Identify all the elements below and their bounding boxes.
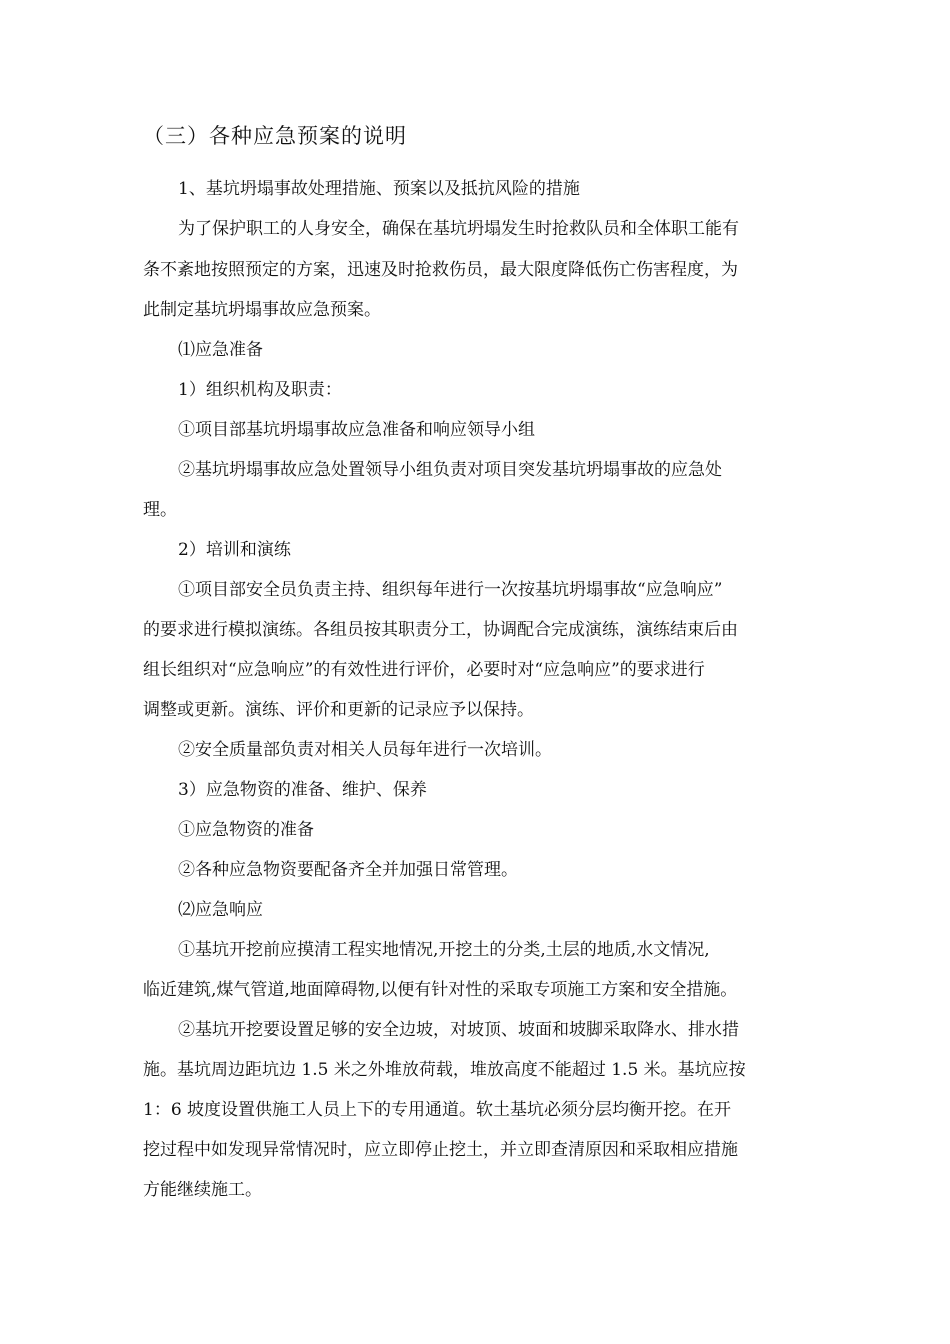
list-heading: ⑵应急响应 (178, 900, 263, 920)
list-item: ②基坑坍塌事故应急处置领导小组负责对项目突发基坑坍塌事故的应急处 (178, 460, 722, 480)
paragraph-line: 组长组织对“应急响应”的有效性进行评价，必要时对“应急响应”的要求进行 (143, 660, 705, 680)
paragraph-line: 1：6 坡度设置供施工人员上下的专用通道。软土基坑必须分层均衡开挖。在开 (143, 1100, 732, 1120)
section-heading: （三）各种应急预案的说明 (143, 124, 407, 148)
paragraph-line: 的要求进行模拟演练。各组员按其职责分工，协调配合完成演练，演练结束后由 (143, 620, 738, 640)
subsection-title: 1、基坑坍塌事故处理措施、预案以及抵抗风险的措施 (178, 179, 580, 199)
list-item: ②基坑开挖要设置足够的安全边坡，对坡顶、坡面和坡脚采取降水、排水措 (178, 1020, 739, 1040)
list-heading: 3）应急物资的准备、维护、保养 (178, 780, 427, 800)
paragraph-line: 条不紊地按照预定的方案，迅速及时抢救伤员，最大限度降低伤亡伤害程度，为 (143, 260, 738, 280)
paragraph-line: 方能继续施工。 (143, 1180, 262, 1200)
paragraph-line: 施。基坑周边距坑边 1.5 米之外堆放荷载，堆放高度不能超过 1.5 米。基坑应按 (143, 1060, 746, 1080)
paragraph-line: 挖过程中如发现异常情况时，应立即停止挖土，并立即查清原因和采取相应措施 (143, 1140, 738, 1160)
paragraph-line: 调整或更新。演练、评价和更新的记录应予以保持。 (143, 700, 534, 720)
list-heading: 2）培训和演练 (178, 540, 291, 560)
list-item: ②各种应急物资要配备齐全并加强日常管理。 (178, 860, 518, 880)
list-item: ①基坑开挖前应摸清工程实地情况,开挖土的分类,土层的地质,水文情况, (178, 940, 710, 960)
list-item: ②安全质量部负责对相关人员每年进行一次培训。 (178, 740, 552, 760)
paragraph-line: 为了保护职工的人身安全，确保在基坑坍塌发生时抢救队员和全体职工能有 (178, 219, 739, 239)
list-heading: ⑴应急准备 (178, 340, 263, 360)
list-item: ①项目部安全员负责主持、组织每年进行一次按基坑坍塌事故“应急响应” (178, 580, 723, 600)
paragraph-line: 临近建筑,煤气管道,地面障碍物,以便有针对性的采取专项施工方案和安全措施。 (143, 980, 738, 1000)
list-item: ①应急物资的准备 (178, 820, 314, 840)
paragraph-line: 理。 (143, 500, 177, 520)
list-item: ①项目部基坑坍塌事故应急准备和响应领导小组 (178, 420, 535, 440)
paragraph-line: 此制定基坑坍塌事故应急预案。 (143, 300, 381, 320)
list-heading: 1）组织机构及职责： (178, 380, 342, 400)
